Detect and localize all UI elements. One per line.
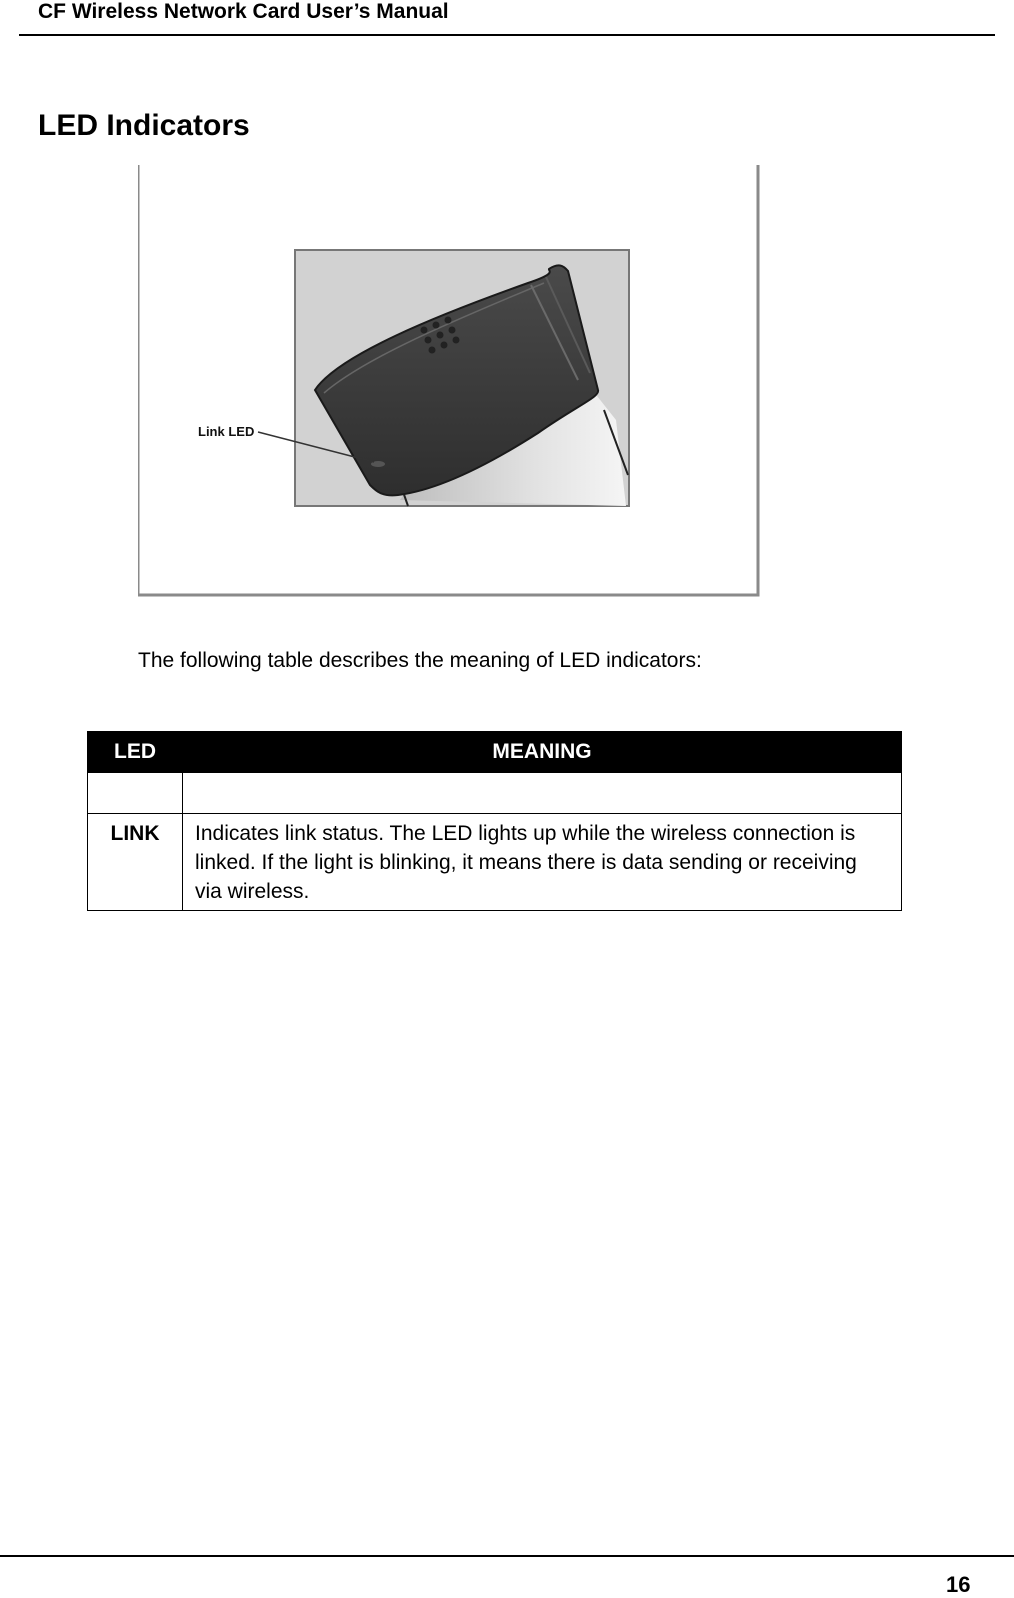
footer-rule xyxy=(0,1555,1014,1557)
led-name-cell: LINK xyxy=(88,814,183,911)
product-figure xyxy=(138,165,774,605)
header-rule xyxy=(19,34,995,36)
intro-text: The following table describes the meaning of LED indicators: xyxy=(138,649,702,672)
table-header-row xyxy=(88,732,902,773)
section-heading: LED Indicators xyxy=(38,109,250,142)
empty-row xyxy=(88,773,902,814)
page-number: 16 xyxy=(946,1572,971,1597)
led-meaning-cell: Indicates link status. The LED lights up while the wireless connection is linked. If the light is blinking, it means there is data sending or receiving via wireless. xyxy=(183,814,902,911)
header-meaning: MEANING xyxy=(183,732,902,773)
empty-cell xyxy=(183,773,902,814)
empty-cell xyxy=(88,773,183,814)
link-led-callout: Link LED xyxy=(198,424,255,439)
header-led: LED xyxy=(88,732,183,773)
led-table xyxy=(87,731,902,911)
header-title: CF Wireless Network Card User’s Manual xyxy=(38,0,449,23)
table-row xyxy=(88,814,902,911)
